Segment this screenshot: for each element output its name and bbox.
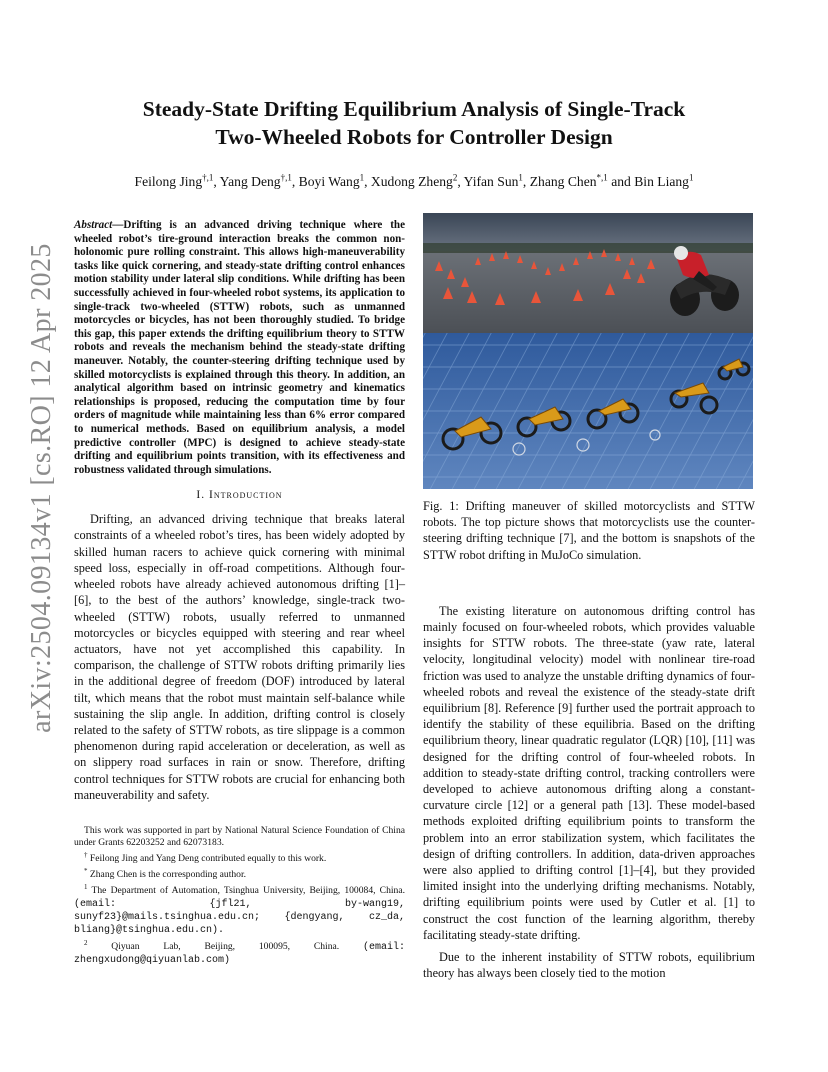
author: Feilong Jing$^{\dagger,1}$, — [134, 172, 220, 189]
arxiv-identifier: arXiv:2504.09134v1 [cs.RO] 12 Apr 2025 — [26, 243, 57, 733]
author: Zhang Chen$^{*,1}$ and — [529, 172, 635, 189]
abstract-body: —Drifting is an advanced driving technique where the wheeled robot’s tire-ground interaction breaks the common non-holonomic pure rolling constraint. This allows high-maneuverability tasks like quick cornering, and steady-state drifting control enhances motion stability under lateral slip conditions. While drifting has been successfully achieved in four-wheeled robot systems, its application to single-track two-wheeled (STTW) robots, such as unmanned motorcycles or bicycles, has not been thoroughly studied. To bridge this gap, this paper extends the drifting equilibrium theory to STTW robots and reveals the mechanism behind the steady-state drifting maneuver. Notably, the counter-steering drifting technique used by skilled motorcyclists is explained through this theory. In addition, an analytical algorithm based on intrinsic geometry and kinematics relationships is proposed, reducing the computation time by four orders of magnitude while maintaining less than 6% error compared to numerical methods. Based on equilibrium analysis, a model predictive controller (MPC) is designed to achieve steady-state drifting and equilibrium points transition, with its effectiveness and robustness validated through simulations. — [74, 219, 405, 476]
intro-paragraph: Drifting, an advanced driving technique that breaks lateral constraints of a wheeled robot’s tires, has been widely adopted by skilled human racers to achieve quick cornering with minimal speed loss, especially in off-road competitions. Although four-wheeled robots have already achieved autonomous drifting [1]–[6], to the best of the authors’ knowledge, single-track two-wheeled (STTW) robots, usually referred to unmanned motorcycles or bicycles equipped with steering and rear wheel actuators, have not yet accomplished this capability. In comparison, the challenge of STTW robots drifting primarily lies in the additional degree of freedom (DOF) introduced by lateral tilt, which means that the robot must maintain self-balance while sustaining the slip angle. In addition, drifting control is closely related to the safety of STTW robots, as tire slippage is a common phenomenon during rapid acceleration or deceleration, as well as on slippery road surfaces in rain or snow. Therefore, drifting control techniques for STTW robots are crucial for enhancing both maneuverability and safety. — [74, 512, 405, 802]
paper-title — [60, 95, 768, 151]
footnote-equal-contribution: † Feilong Jing and Yang Deng contributed equally to this work. — [84, 850, 327, 865]
section-title: Introduction — [208, 489, 283, 502]
figure-caption: Fig. 1: Drifting maneuver of skilled motorcyclists and STTW robots. The top picture shows that motorcyclists use the counter-steering drifting technique [7], and the bottom is snapshots of the STTW robot drifting in MuJoCo simulation. — [423, 499, 755, 562]
right-column — [423, 213, 755, 981]
motorcyclist-photo — [423, 213, 753, 333]
title-line-2: Two-Wheeled Robots for Controller Design — [215, 125, 613, 149]
left-column — [74, 219, 405, 967]
footnote-affiliation-1: $^1$ The Department of Automation, Tsinghua University, Beijing, 100084, China. (email: {jfl21, by-wang19, sunyf23}@mails.tsinghua.edu.cn; {dengyang, cz_da, bliang}@tsinghua.edu.cn). — [74, 883, 405, 936]
email-list-2: (email: zhengxudong@qiyuanlab.com) — [74, 941, 405, 966]
footnote-affiliation-2: $^2$ Qiyuan Lab, Beijing, 100095, China. (email: zhengxudong@qiyuanlab.com) — [74, 938, 405, 966]
title-line-1: Steady-State Drifting Equilibrium Analysis of Single-Track — [142, 97, 686, 121]
section-number: I. — [196, 489, 206, 502]
author: Bin Liang$^1$ — [634, 172, 694, 189]
author-list — [40, 172, 788, 190]
author: Boyi Wang$^1$, — [298, 172, 371, 189]
footnote-funding: This work was supported in part by National Natural Science Foundation of China under Grants 62203252 and 62073183. — [74, 824, 405, 848]
literature-paragraph: The existing literature on autonomous drifting control has mainly focused on four-wheeled robots, which provides valuable insights for STTW robots. The three-state (yaw rate, lateral velocity, longitudinal velocity) model with nonlinear tire-road friction was used to analyze the unstable drifting dynamics of four-wheeled robots and reveal the existence of the steady-state drift equilibrium [8]. Reference [9] further used the portrait approach to identify the stability of these equilibria. Based on the drifting equilibrium theory, linear quadratic regulator (LQR) [10], [11] was designed for the drifting control of four-wheeled robots. In addition to steady-state drifting control, tracking controllers were developed to achieve autonomous drifting along a constant-curvature circle [12] or a general path [13]. These model-based methods exploited drifting equilibrium points to transform the problem into an error stabilization system, which facilitates the design of drifting controllers. In addition, data-driven approaches were also applied to drifting control [1]–[4], but they provided limited insight into the underlying drifting mechanisms. Notably, drifting equilibrium points were used by Cutler et al. [1] to construct the cost function of the learning algorithm, thereby facilitating steady-state drifting. — [423, 603, 755, 942]
mujoco-simulation — [423, 333, 753, 489]
instability-paragraph: Due to the inherent instability of STTW robots, equilibrium theory has always been closely tied to the motion — [423, 950, 755, 981]
footnote-corresponding: * Zhang Chen is the corresponding author. — [84, 867, 247, 881]
section-heading — [74, 489, 405, 501]
author: Xudong Zheng$^2$, — [370, 172, 464, 189]
author: Yifan Sun$^1$, — [463, 172, 530, 189]
figure-1-image — [423, 213, 753, 489]
right-body-text — [423, 603, 755, 982]
email-list-1: (email: {jfl21, by-wang19, sunyf23}@mails.tsinghua.edu.cn; {dengyang, cz_da, bliang}@tsinghua.edu.cn). — [74, 898, 405, 936]
footnotes — [74, 825, 405, 967]
figure-1 — [423, 213, 753, 489]
author: Yang Deng$^{\dagger,1}$, — [219, 172, 299, 189]
abstract — [74, 219, 405, 477]
abstract-lead: Abstract — [74, 219, 113, 231]
